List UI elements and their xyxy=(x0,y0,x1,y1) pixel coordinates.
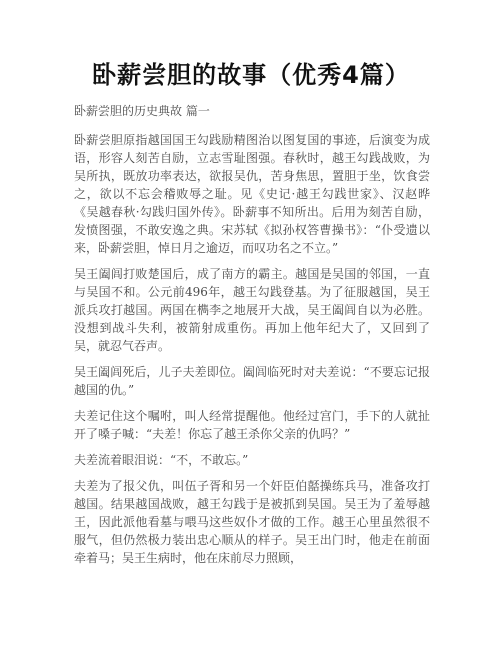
paragraph-1: 卧薪尝胆原指越国国王勾践励精图治以图复国的事迹，后演变为成语，形容人刻苦自励，立志雪耻图强。春秋时，越王勾践战败，为吴所执，既放功率表达，欲报吴仇，苦身焦思，置胆于坐，饮食尝之，欲以不忘会稽败辱之耻。见《史记·越王勾践世家》、汉赵晔《吴越春秋·勾践归国外传》。卧薪事不知所出。后用为刻苦自励，发愤图强，不敢安逸之典。宋苏轼《拟孙权答曹操书》：“仆受遗以来，卧薪尝胆，悼日月之逾迈，而叹功名之不立。” xyxy=(74,133,430,255)
paragraph-5: 夫差流着眼泪说：“不，不敢忘。” xyxy=(74,453,249,467)
document-title: 卧薪尝胆的故事（优秀4篇） xyxy=(92,61,410,89)
paragraph-2: 吴王阖闾打败楚国后，成了南方的霸主。越国是吴国的邻国，一直与吴国不和。公元前496年，越王勾践登基。为了征服越国，吴王派兵攻打越国。两国在檇李之地展开大战，吴王阖闾自以为必胜。没想到战斗失利，被箭射成重伤。再加上他年纪大了，又回到了吴，就忍气吞声。 xyxy=(74,267,430,353)
paragraph-4: 夫差记住这个嘱咐，叫人经常提醒他。他经过宫门，手下的人就扯开了嗓子喊：“夫差！你忘了越王杀你父亲的仇吗？” xyxy=(74,409,430,441)
section-heading: 卧薪尝胆的历史典故 篇一 xyxy=(74,104,210,118)
paragraph-3: 吴王阖闾死后，儿子夫差即位。阖闾临死时对夫差说：“不要忘记报越国的仇。” xyxy=(74,365,430,397)
paragraph-6: 夫差为了报父仇，叫伍子胥和另一个奸臣伯嚭操练兵马，准备攻打越国。结果越国战败，越王勾践于是被抓到吴国。吴王为了羞辱越王，因此派他看墓与喂马这些奴仆才做的工作。越王心里虽然很不服气，但仍然极力装出忠心顺从的样子。吴王出门时，他走在前面牵着马；吴王生病时，他在床前尽力照顾， xyxy=(74,479,430,565)
document-body xyxy=(74,102,430,575)
